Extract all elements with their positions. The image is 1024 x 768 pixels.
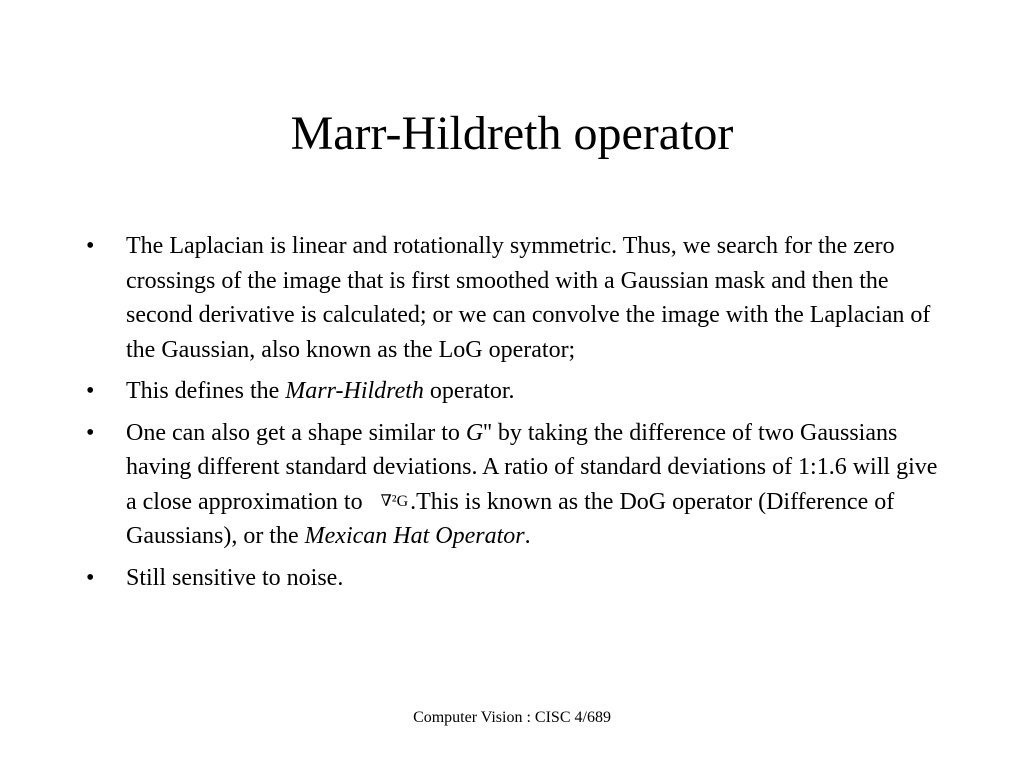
bullet-text-end: . <box>524 523 531 549</box>
bullet-marker: • <box>86 378 95 404</box>
emphasis-g: G <box>465 419 484 446</box>
bullet-text-before: One can also get a shape similar to <box>126 419 466 446</box>
bullet-item-noise <box>86 561 946 596</box>
bullet-item-marr-hildreth <box>86 374 946 409</box>
bullet-item-dog <box>86 416 946 554</box>
bullet-item-laplacian <box>86 229 946 367</box>
bullet-marker: • <box>86 564 95 591</box>
emphasis-mexican-hat: Mexican Hat Operator <box>304 523 525 549</box>
bullet-list <box>86 229 946 602</box>
slide-footer: Computer Vision : CISC 4/689 <box>413 709 611 726</box>
bullet-text-after: operator. <box>423 378 515 404</box>
bullet-text: Still sensitive to noise. <box>126 564 344 591</box>
bullet-marker: • <box>86 419 95 446</box>
laplacian-of-gaussian-formula: ∇²G <box>380 492 409 510</box>
bullet-text-before: This defines the <box>126 378 286 404</box>
bullet-text-mid: '' by taking the difference of two Gaussians having different standard deviations. A ratio of standard deviations of 1:1.6 will give a close approximation to <box>126 419 938 515</box>
slide-title: Marr-Hildreth operator <box>290 107 734 160</box>
emphasis-marr-hildreth: Marr-Hildreth <box>285 378 424 404</box>
bullet-text-after-formula: .This is known as the DoG operator (Difference of Gaussians), or the <box>126 488 895 549</box>
bullet-text: The Laplacian is linear and rotationally symmetric. Thus, we search for the zero crossings of the image that is first smoothed with a Gaussian mask and then the second derivative is calculated; or we can convolve the image with the Laplacian of the Gaussian, also known as the LoG operator; <box>126 233 931 363</box>
bullet-marker: • <box>86 233 95 259</box>
